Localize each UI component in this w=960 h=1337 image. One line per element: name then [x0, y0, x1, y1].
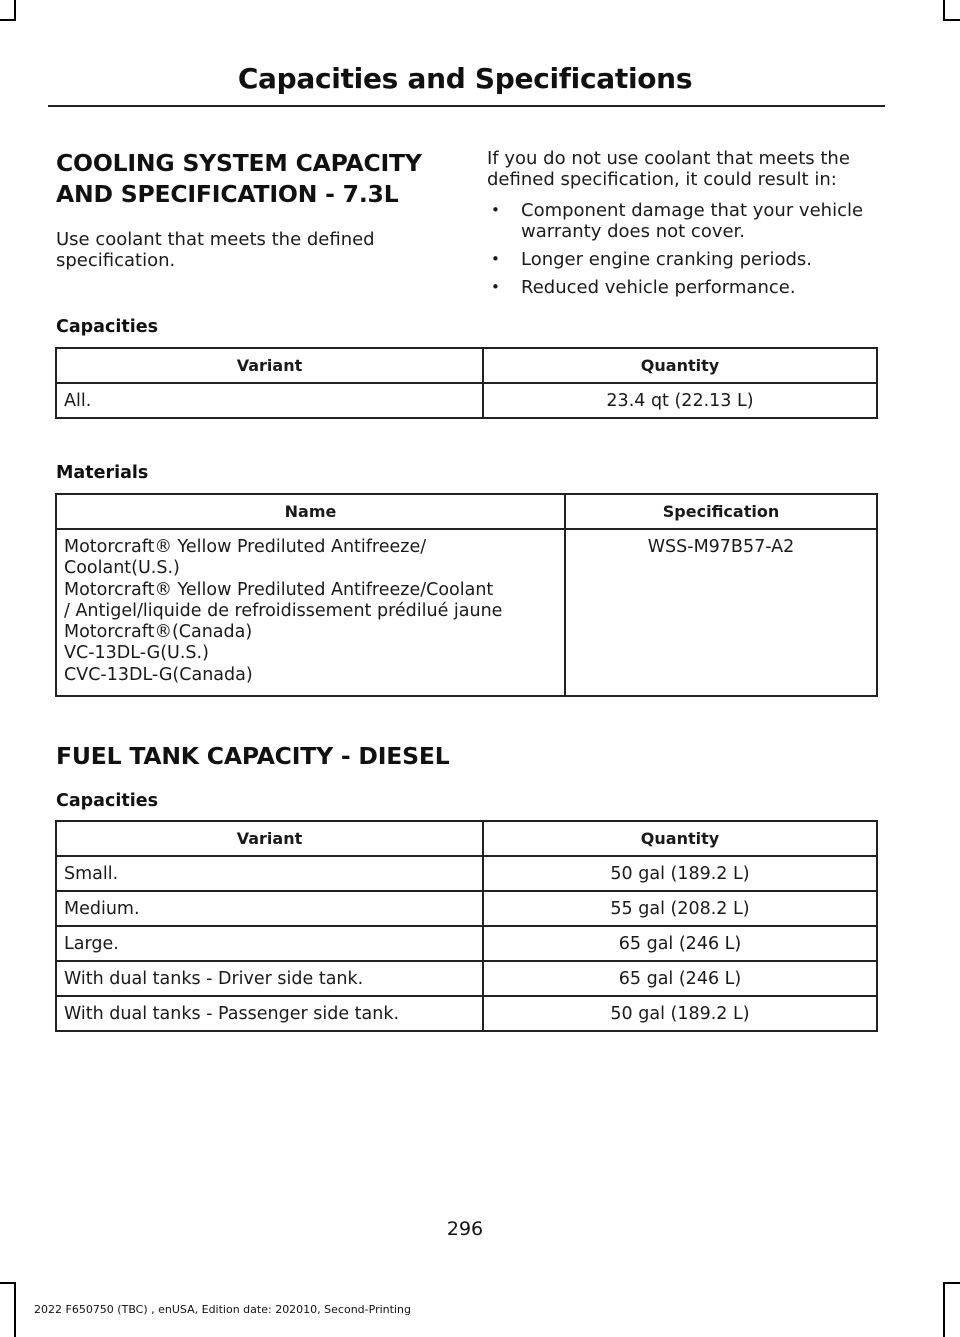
cooling-capacities-label: Capacities [56, 317, 159, 337]
crop-mark [14, 0, 16, 20]
table-cell: Small. [56, 856, 483, 891]
table-row [56, 926, 877, 961]
cooling-warning-text: If you do not use coolant that meets the defined specification, it could result in: [487, 148, 850, 190]
crop-mark [943, 1282, 945, 1337]
page-header-title: Capacities and Specifications [237, 62, 693, 95]
table-header-row [56, 348, 877, 383]
fuel-capacities-table [55, 820, 878, 1032]
table-row [56, 529, 877, 696]
cooling-intro-text: Use coolant that meets the defined specification. [56, 229, 375, 271]
table-cell: All. [56, 383, 483, 418]
table-row [56, 856, 877, 891]
column-header: Variant [56, 821, 483, 856]
crop-mark [14, 1282, 16, 1337]
column-header: Variant [56, 348, 483, 383]
fuel-capacities-label: Capacities [56, 791, 159, 811]
table-cell: 65 gal (246 L) [483, 961, 877, 996]
table-row [56, 961, 877, 996]
table-cell: With dual tanks - Passenger side tank. [56, 996, 483, 1031]
header-divider [48, 105, 885, 107]
table-cell: WSS-M97B57-A2 [565, 529, 877, 696]
page-number: 296 [446, 1218, 484, 1240]
edition-footer: 2022 F650750 (TBC) , enUSA, Edition date: 202010, Second-Printing [34, 1303, 411, 1316]
cooling-capacities-table [55, 347, 878, 419]
table-cell: 23.4 qt (22.13 L) [483, 383, 877, 418]
coolant-name-line: Motorcraft® Yellow Prediluted Antifreeze/ [64, 537, 427, 557]
crop-mark [943, 0, 945, 20]
table-row [56, 383, 877, 418]
table-header-row [56, 494, 877, 529]
crop-mark [943, 1282, 960, 1284]
list-item: • Component damage that your vehicle warranty does not cover. [487, 200, 887, 242]
column-header: Specification [565, 494, 877, 529]
table-cell: 50 gal (189.2 L) [483, 856, 877, 891]
materials-label: Materials [56, 463, 149, 483]
coolant-name-line: Coolant(U.S.) [64, 558, 180, 579]
table-row [56, 996, 877, 1031]
list-item: • Reduced vehicle performance. [487, 277, 887, 298]
column-header: Name [56, 494, 565, 529]
consequence-list [487, 200, 887, 298]
crop-mark [0, 19, 16, 21]
cooling-intro-column [56, 148, 456, 271]
coolant-name-line: / Antigel/liquide de refroidissement prédilué jaune [64, 600, 503, 621]
cooling-section-heading [56, 148, 456, 210]
table-cell: Large. [56, 926, 483, 961]
table-cell: 55 gal (208.2 L) [483, 891, 877, 926]
table-cell: With dual tanks - Driver side tank. [56, 961, 483, 996]
fuel-section-heading: FUEL TANK CAPACITY - DIESEL [56, 742, 450, 770]
table-row [56, 891, 877, 926]
table-cell: Medium. [56, 891, 483, 926]
heading-line: AND SPECIFICATION - 7.3L [56, 180, 399, 208]
table-cell: 50 gal (189.2 L) [483, 996, 877, 1031]
coolant-name-line: Motorcraft® Yellow Prediluted Antifreeze/Coolant [64, 579, 494, 600]
coolant-name-line: VC-13DL-G(U.S.) [64, 643, 209, 664]
coolant-name-line: CVC-13DL-G(Canada) [64, 664, 253, 685]
table-cell [56, 529, 565, 696]
table-cell: 65 gal (246 L) [483, 926, 877, 961]
column-header: Quantity [483, 821, 877, 856]
list-item: • Longer engine cranking periods. [487, 249, 887, 270]
crop-mark [0, 1282, 16, 1284]
materials-table [55, 493, 878, 697]
table-header-row [56, 821, 877, 856]
heading-line: COOLING SYSTEM CAPACITY [56, 149, 422, 177]
coolant-name-line: Motorcraft®(Canada) [64, 622, 253, 643]
cooling-warning-column [487, 148, 887, 305]
column-header: Quantity [483, 348, 877, 383]
crop-mark [943, 19, 960, 21]
